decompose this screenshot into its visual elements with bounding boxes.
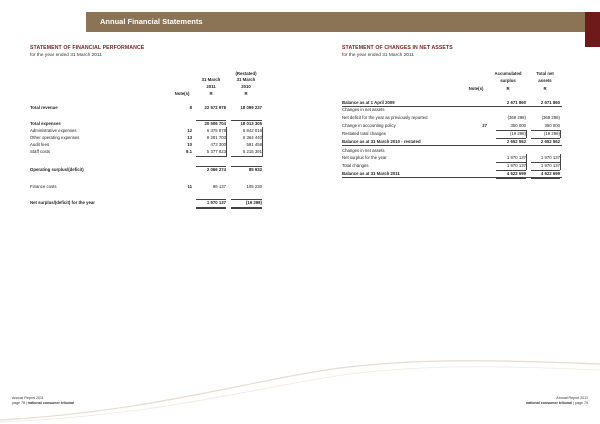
footer-right-report: Annual Report 2011 xyxy=(556,396,588,400)
left-col1-h3: R xyxy=(209,91,213,96)
rule xyxy=(342,177,562,178)
left-notes-header: Note(s) xyxy=(174,91,190,96)
table-row-label: Balance as at 1 April 2009 xyxy=(342,100,395,105)
rule xyxy=(231,156,262,157)
table-row-value: 18 013 305 xyxy=(240,121,262,126)
rule xyxy=(560,130,561,138)
table-row-note: 8 xyxy=(189,105,192,110)
table-row-label: Audit fees xyxy=(30,142,50,147)
right-col1-h3: R xyxy=(506,86,510,91)
rule xyxy=(496,178,526,179)
footer-right-page: | page 79 xyxy=(572,400,588,405)
right-col2-h3: R xyxy=(543,86,547,91)
table-row-label: Operating surplus/(deficit) xyxy=(30,167,84,172)
footer-right xyxy=(526,396,588,405)
table-row-note: 27 xyxy=(482,123,487,128)
table-row-note: 12 xyxy=(187,128,192,133)
left-col1-h2: 2011 xyxy=(206,84,216,89)
rule xyxy=(496,138,526,139)
rule xyxy=(231,199,262,200)
table-row-note: 13 xyxy=(187,135,192,140)
left-col1-h1: 31 March xyxy=(201,77,221,82)
table-row-label: Total changes xyxy=(342,163,369,168)
table-row-value: 1 970 137 xyxy=(540,155,560,160)
table-row-value: 1 970 137 xyxy=(540,163,560,168)
footer-left xyxy=(12,396,74,405)
footer-swoosh xyxy=(0,350,600,424)
rule xyxy=(196,166,226,167)
rule xyxy=(342,106,562,107)
table-row-value: 1 970 137 xyxy=(506,155,526,160)
table-row-label: Total expenses xyxy=(30,121,61,126)
table-row-value: 96 137 xyxy=(212,184,226,189)
table-row-label: Net surplus/(deficit) for the year xyxy=(30,200,95,205)
right-col2-h2: assets xyxy=(538,78,552,83)
right-col1-h2: surplus xyxy=(500,78,516,83)
rule xyxy=(231,120,262,121)
table-row-value: 6 375 878 xyxy=(206,128,226,133)
table-row-note: 11 xyxy=(187,184,192,189)
table-row-value: 473 300 xyxy=(210,142,226,147)
right-col2-h1: Total net xyxy=(536,71,554,76)
table-row-label: Restated total changes xyxy=(342,131,386,136)
left-statement-subtitle: for the year ended 31 March 2011 xyxy=(30,53,102,58)
rule xyxy=(531,162,560,163)
table-row-label: Staff costs xyxy=(30,149,50,154)
table-row-value: 18 099 237 xyxy=(240,105,262,110)
table-row-value: (19 298) xyxy=(509,131,526,136)
table-row-value: 6 364 440 xyxy=(242,135,262,140)
rule xyxy=(196,156,226,157)
table-row-value: 2 652 562 xyxy=(540,139,560,144)
rule xyxy=(496,130,526,131)
rule xyxy=(531,178,560,179)
table-row-label: Changes in net assets xyxy=(342,107,385,112)
table-row-label: Balance as at 31 March 2011 xyxy=(342,171,400,176)
right-notes-header: Note(s) xyxy=(468,86,484,91)
table-row-value: 22 572 978 xyxy=(204,105,226,110)
right-statement-title: STATEMENT OF CHANGES IN NET ASSETS xyxy=(342,45,453,51)
table-row-value: 2 652 562 xyxy=(506,139,526,144)
table-row-value: 1 970 137 xyxy=(506,163,526,168)
table-row-value: 105 230 xyxy=(246,184,262,189)
rule xyxy=(196,208,226,209)
rule xyxy=(531,138,560,139)
table-row-value: 591 458 xyxy=(246,142,262,147)
rule xyxy=(496,162,526,163)
table-row-value: 4 622 699 xyxy=(506,171,526,176)
rule xyxy=(196,199,226,200)
table-row-value: 20 506 704 xyxy=(204,121,226,126)
section-tab xyxy=(585,12,600,47)
table-row-label: Administrative expenses xyxy=(30,128,77,133)
table-row-value: 8 281 703 xyxy=(206,135,226,140)
rule xyxy=(531,130,560,131)
table-row-label: Total revenue xyxy=(30,105,58,110)
table-row-value: 5 842 016 xyxy=(242,128,262,133)
left-col2-h1: 31 March xyxy=(236,77,256,82)
footer-left-page-line xyxy=(12,401,74,406)
table-row-label: Other operating expenses xyxy=(30,135,80,140)
table-row-label: Change in accounting policy xyxy=(342,123,396,128)
table-row-value: (369 298) xyxy=(507,115,526,120)
table-row-label: Changes in net assets xyxy=(342,148,385,153)
table-row-value: 350 000 xyxy=(544,123,560,128)
rule xyxy=(526,154,527,170)
table-row-value: 1 970 137 xyxy=(206,200,226,205)
left-col-restated: (Restated) xyxy=(235,71,257,76)
table-row-value: 85 932 xyxy=(248,167,262,172)
table-row-value: (19 298) xyxy=(543,131,560,136)
table-row-value: 2 671 860 xyxy=(540,100,560,105)
left-col2-h2: 2010 xyxy=(241,84,251,89)
rule xyxy=(196,120,226,121)
table-row-label: Net surplus for the year xyxy=(342,155,387,160)
rule xyxy=(526,130,527,138)
right-col1-h1: Accumulated xyxy=(494,71,522,76)
footer-left-report: Annual Report 2011 xyxy=(12,396,44,400)
rule xyxy=(496,170,526,171)
table-row-label: Balance as at 31 March 2010 - restated xyxy=(342,139,421,144)
rule xyxy=(231,166,262,167)
rule xyxy=(560,154,561,170)
rule xyxy=(262,127,263,157)
table-row-note: 10 xyxy=(187,142,192,147)
table-row-value: 4 622 699 xyxy=(540,171,560,176)
rule xyxy=(231,208,262,209)
footer-left-org: national consumer tribunal xyxy=(27,400,75,405)
table-row-value: 350 000 xyxy=(510,123,526,128)
table-row-value: (19 298) xyxy=(245,200,262,205)
table-row-value: 2 066 274 xyxy=(206,167,226,172)
left-col2-h3: R xyxy=(244,91,248,96)
footer-right-page-line xyxy=(526,401,588,406)
rule xyxy=(226,127,227,157)
table-row-note: 9.1 xyxy=(186,149,192,154)
footer-left-page: page 78 | xyxy=(12,400,28,405)
rule xyxy=(531,170,560,171)
table-row-value: (369 298) xyxy=(541,115,560,120)
table-row-value: 5 377 823 xyxy=(206,149,226,154)
left-statement-title: STATEMENT OF FINANCIAL PERFORMANCE xyxy=(30,45,145,51)
table-row-label: Finance costs xyxy=(30,184,57,189)
right-statement-subtitle: for the year ended 31 March 2011 xyxy=(342,53,414,58)
table-row-label: Net deficit for the year as previously reported xyxy=(342,115,428,120)
rule xyxy=(342,145,562,146)
footer-right-org: national consumer tribunal xyxy=(525,400,573,405)
table-row-value: 2 671 860 xyxy=(506,100,526,105)
table-row-value: 5 215 391 xyxy=(242,149,262,154)
page-header-title: Annual Financial Statements xyxy=(100,17,203,26)
